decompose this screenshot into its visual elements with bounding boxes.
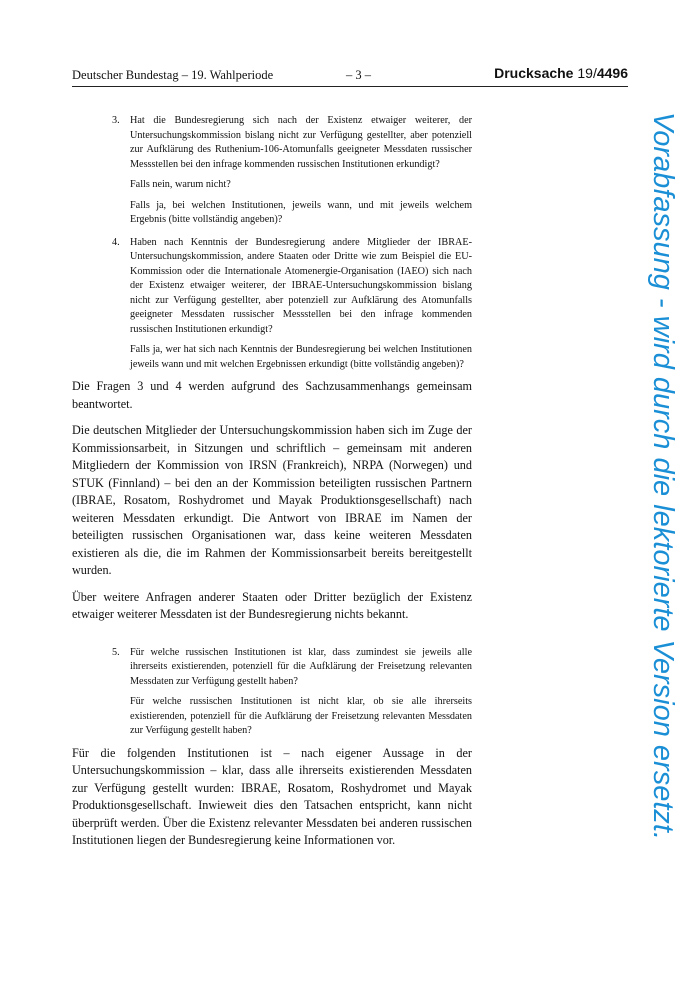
answer-paragraph: Über weitere Anfragen anderer Staaten oder Dritter bezüglich der Existenz etwaiger weiterer Messdaten ist der Bundesregierung nichts bekannt. (72, 589, 472, 621)
document-number (494, 65, 628, 81)
draft-watermark: Vorabfassung - wird durch die lektorierte Version ersetzt. (647, 112, 679, 841)
answer-paragraph: Für die folgenden Institutionen ist – nach eigener Aussage in der Untersuchungskommission – klar, dass alle ihrerseits existierenden Messdaten zur Verfügung gestellt wurden: IBRAE, Rosatom, Roshydromet und Mayak Produktionsgesellschaft. Inwieweit dies den Tatsachen entspricht, kann nicht überprüft werden. Über die Existenz relevanter Messdaten bei anderen russischen Institutionen liegen der Bundesregierung keine Informationen vor. (72, 745, 472, 847)
question-3 (72, 114, 472, 228)
answer-paragraph: Die deutschen Mitglieder der Untersuchungskommission haben sich im Zuge der Kommissionsarbeit, in Sitzungen und schriftlich – gemeinsam mit anderen Mitgliedern der Kommission von IRSN (Frankreich), NRPA (Norwegen) und STUK (Finnland) – bei den an der Kommission beteiligten russischen Partnern (IBRAE, Rosatom, Roshydromet und Mayak Produktionsgesellschaft) nach weiteren Messdaten erkundigt. Die Antwort von IBRAE im Namen der beteiligten russischen Organisationen war, dass keine weiteren Messdaten existieren als die, die im Rahmen der Kommissionsarbeit bereits bereitgestellt wurden. (72, 423, 472, 577)
question-text: Hat die Bundesregierung sich nach der Existenz etwaiger weiterer, der Untersuchungskommission bislang nicht zur Verfügung gestellter, aber potenziell zur Aufklärung des Ruthenium-106-Atomunfalls geeigneter Messdaten russischer Messstellen bei den infrage kommenden russischen Institutionen erkundigt? (130, 115, 472, 170)
document-body (72, 114, 472, 859)
document-period: 19/ (577, 65, 597, 81)
answer-paragraph: Die Fragen 3 und 4 werden aufgrund des Sachzusammenhangs gemeinsam beantwortet. (72, 379, 472, 411)
question-text: Für welche russischen Institutionen ist klar, dass zumindest sie jeweils alle ihrerseits existierenden, potenziell für die Aufklärung der Freisetzung relevanten Messdaten zur Verfügung gestellt haben? (130, 646, 472, 687)
question-number: 4. (112, 236, 120, 248)
question-5 (72, 646, 472, 739)
question-subtext: Für welche russischen Institutionen ist nicht klar, ob sie alle ihrerseits existierenden, potenziell für die Aufklärung der Freisetzung relevanten Messdaten zur Verfügung gestellt haben? (130, 696, 472, 736)
question-subtext: Falls ja, wer hat sich nach Kenntnis der Bundesregierung bei welchen Institutionen jeweils wann und mit welchen Ergebnissen erkundigt (bitte vollständig angeben)? (130, 344, 472, 370)
document-id: 4496 (596, 65, 628, 81)
document-label: Drucksache (494, 65, 574, 81)
question-number: 3. (112, 115, 120, 126)
page-header (72, 66, 628, 87)
question-number: 5. (112, 646, 120, 658)
question-text: Haben nach Kenntnis der Bundesregierung andere Mitglieder der IBRAE-Untersuchungskommission, andere Staaten oder Dritte wie zum Beispiel die EU-Kommission oder die Internationale Atomenergie-Organisation (IAEO) sich nach der Existenz etwaiger weiterer, der IBRAE-Untersuchungskommission bislang nicht zur Verfügung gestellter, aber potenziell zur Aufklärung des Atomunfalls geeigneter Messdaten russischer Messstellen bei den infrage kommenden russischen Institutionen erkundigt? (130, 236, 472, 335)
header-publisher: Deutscher Bundestag – 19. Wahlperiode (72, 68, 274, 82)
question-subtext: Falls ja, bei welchen Institutionen, jeweils wann, und mit jeweils welchem Ergebnis (bitte vollständig angeben)? (130, 199, 472, 225)
question-4 (72, 236, 472, 373)
question-subtext: Falls nein, warum nicht? (130, 179, 231, 190)
page-number: – 3 – (346, 68, 371, 82)
